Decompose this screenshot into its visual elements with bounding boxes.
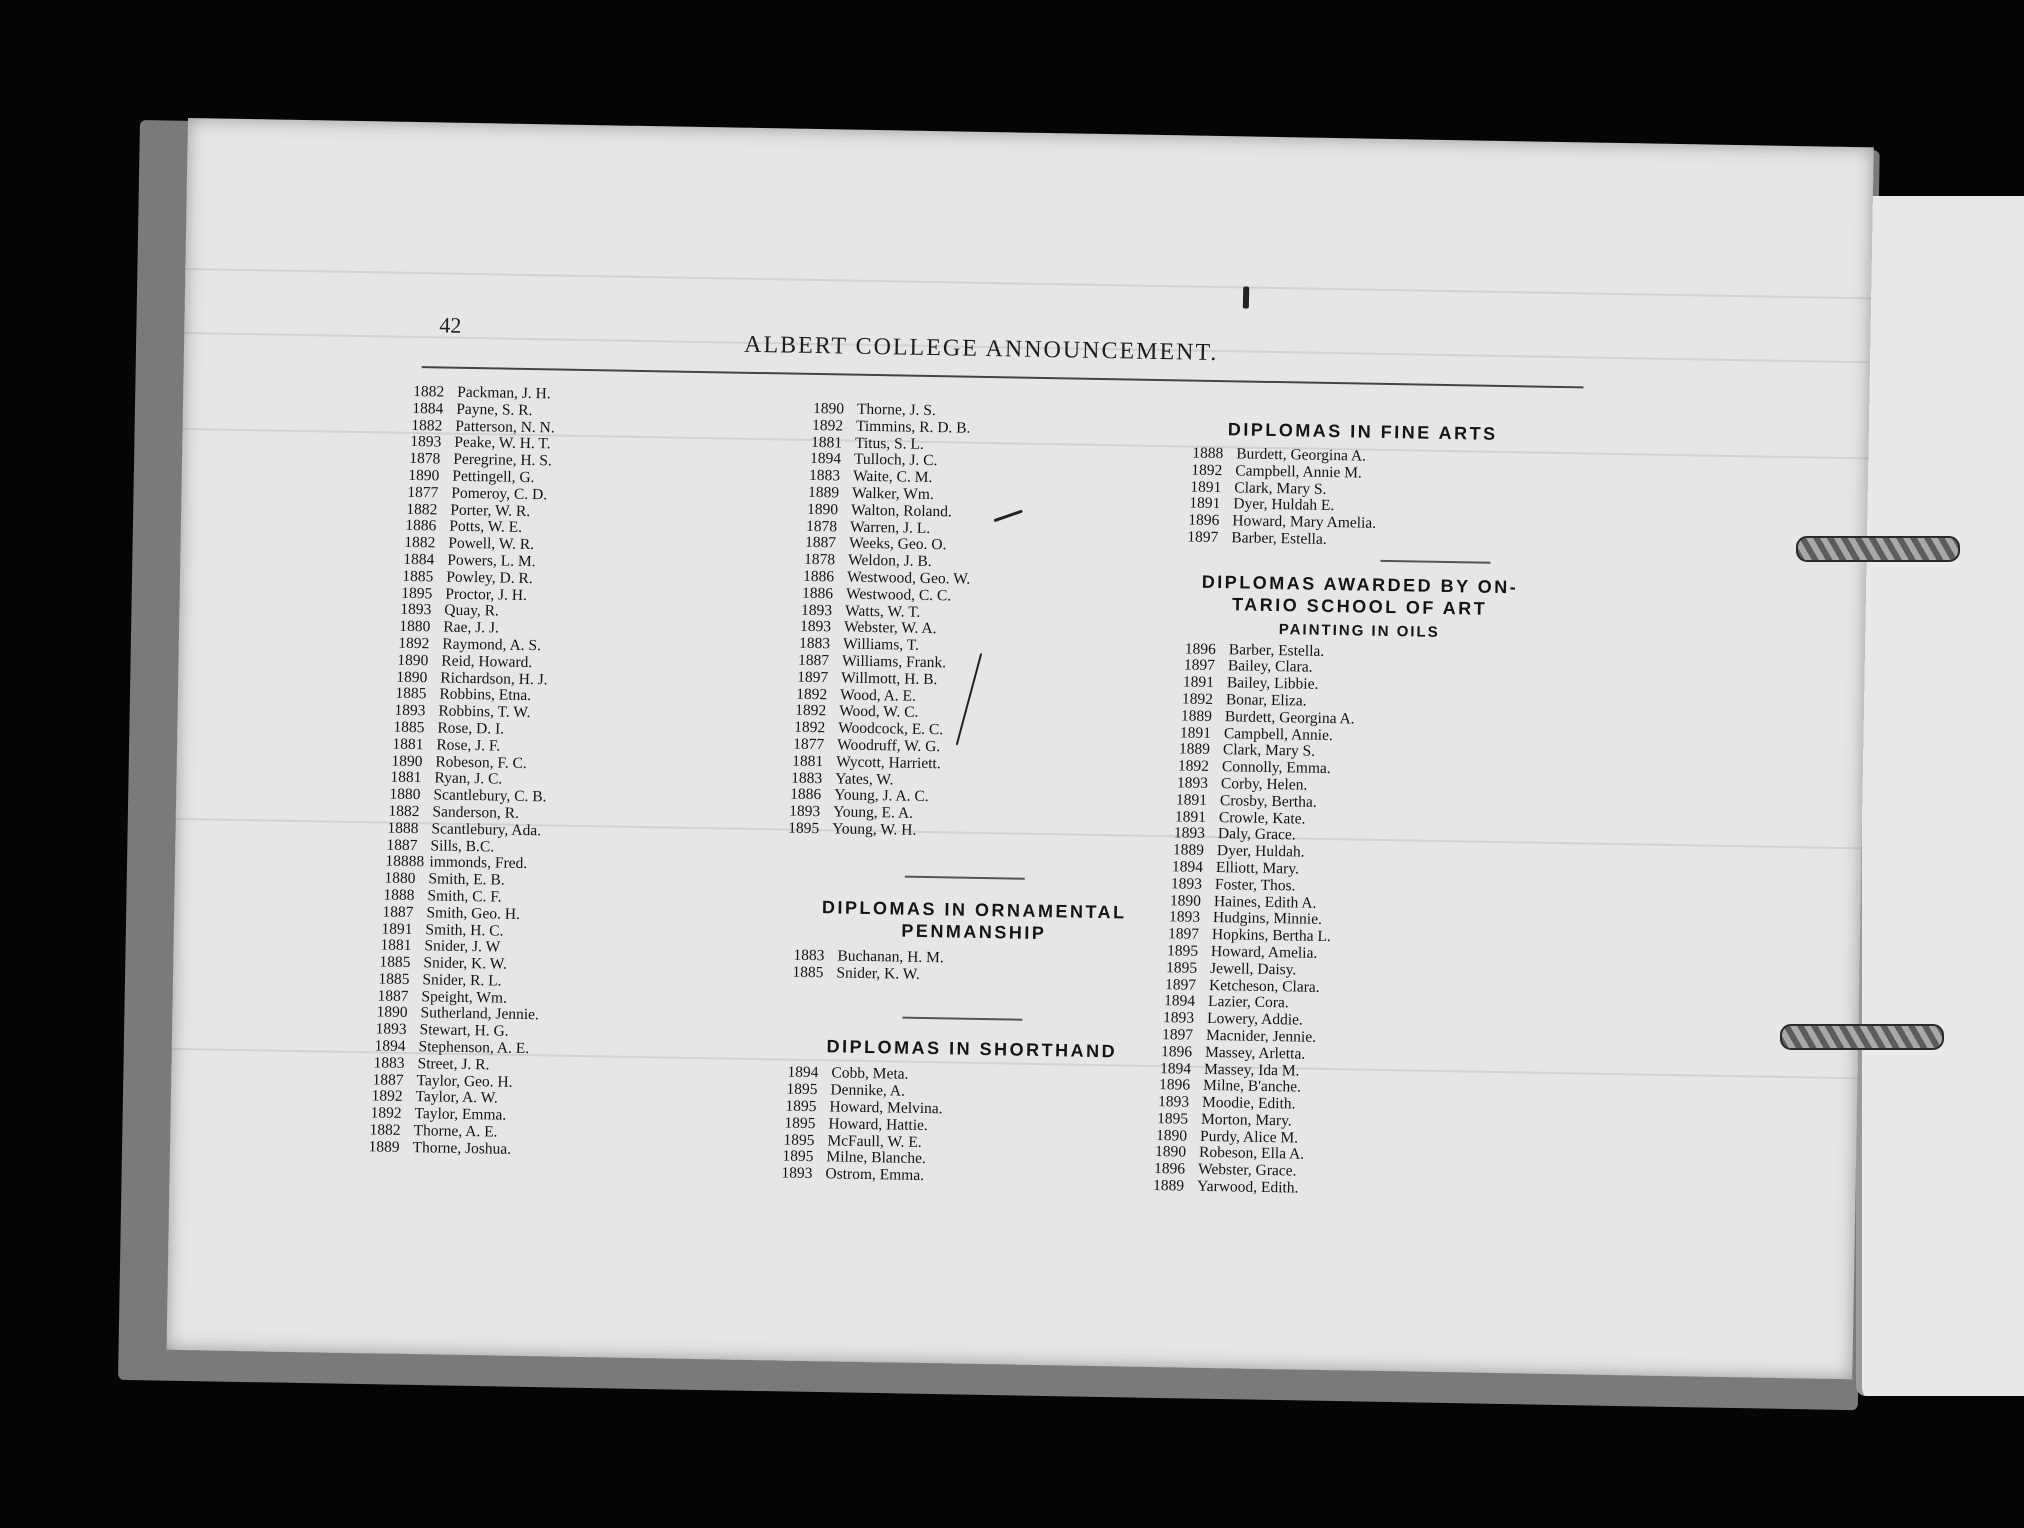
entry-year: 1886 [405, 517, 437, 535]
entry-name: Peregrine, H. S. [453, 450, 552, 470]
entry-name: Snider, K. W. [836, 963, 920, 983]
entry-year: 1895 [785, 1097, 817, 1116]
entry-name: Milne, Blanche. [826, 1148, 927, 1168]
entry-name: Daly, Grace. [1217, 825, 1296, 844]
entry-name: Haines, Edith A. [1213, 892, 1317, 912]
entry-year: 1883 [808, 467, 841, 485]
entry-name: Clark, Mary S. [1234, 478, 1327, 498]
entry-name: Waite, C. M. [852, 467, 933, 487]
entry-name: Connolly, Emma. [1221, 758, 1331, 778]
entry-year: 1887 [377, 987, 409, 1005]
entry-year: 1893 [400, 601, 432, 619]
entry-name: Porter, W. R. [450, 501, 531, 520]
entry-name: Hopkins, Bertha L. [1211, 926, 1331, 946]
entry-name: Ostrom, Emma. [825, 1165, 925, 1185]
entry-year: 1895 [1165, 958, 1198, 977]
header-rule [422, 366, 1584, 388]
section-divider [905, 875, 1025, 879]
entry-name: Moodie, Edith. [1201, 1093, 1296, 1113]
entry-year: 1882 [388, 802, 420, 821]
entry-year: 1878 [803, 550, 836, 569]
entry-year: 1895 [782, 1147, 814, 1166]
entry-year: 1890 [1169, 891, 1202, 910]
entry-name: Proctor, J. H. [445, 585, 528, 604]
entry-year: 1894 [787, 1063, 819, 1082]
entry-name: Elliott, Mary. [1215, 858, 1300, 878]
entry-name: Titus, S. L. [854, 434, 924, 453]
entry-name: Walker, Wm. [851, 484, 934, 504]
fine-arts-list [1187, 444, 1533, 553]
entry-name: Stewart, H. G. [419, 1021, 509, 1041]
entry-year: 1892 [795, 702, 827, 720]
entry-name: Woodruff, W. G. [837, 736, 941, 756]
entry-year: 1889 [1172, 841, 1205, 859]
ontario-heading-line2: TARIO SCHOOL OF ART [1231, 594, 1488, 619]
binding-string [1796, 536, 1960, 562]
entry-year: 1892 [398, 634, 430, 653]
name-list-column-1 [368, 382, 556, 1159]
entry-name: Burdett, Georgina A. [1224, 707, 1355, 728]
entry-name: Ketcheson, Clara. [1208, 976, 1320, 996]
entry-year: 1885 [393, 718, 425, 737]
entry-year: 1893 [1168, 908, 1201, 927]
entry-name: Patterson, N. N. [455, 417, 555, 437]
entry-name: Crowle, Kate. [1218, 808, 1306, 828]
entry-name: Lazier, Cora. [1207, 993, 1289, 1012]
entry-name: Walton, Roland. [850, 501, 952, 521]
entry-name: Burdett, Georgina A. [1236, 445, 1367, 465]
facing-page-edge [1856, 196, 2024, 1396]
entry-year: 1881 [810, 433, 843, 452]
entry-name: Weeks, Geo. O. [848, 534, 947, 554]
entry-name: Webster, Grace. [1197, 1161, 1297, 1180]
entry-name: Smith, C. F. [427, 887, 502, 906]
entry-name: Bailey, Libbie. [1226, 674, 1319, 693]
entry-year: 1896 [1184, 640, 1217, 658]
entry-year: 1880 [384, 869, 416, 888]
entry-name: Taylor, Emma. [414, 1105, 507, 1124]
entry-year: 1892 [794, 718, 826, 737]
entry-name: Young, E. A. [833, 803, 914, 822]
entry-name: Robeson, F. C. [435, 752, 527, 772]
entry-year: 1881 [380, 936, 412, 955]
entry-year: 1890 [806, 500, 839, 519]
entry-year: 1886 [790, 785, 822, 804]
penmanship-heading [804, 896, 1145, 946]
entry-name: Howard, Mary Amelia. [1232, 512, 1377, 532]
entry-name: immonds, Fred. [429, 853, 528, 873]
page-number: 42 [439, 312, 462, 338]
entry-year: 1881 [392, 735, 424, 753]
entry-name: Westwood, Geo. W. [846, 568, 971, 588]
entry-year: 1878 [805, 517, 838, 535]
entry-year: 1891 [1174, 807, 1207, 826]
entry-name: Wood, W. C. [839, 702, 919, 722]
entry-year: 1893 [781, 1164, 813, 1183]
shorthand-heading: DIPLOMAS IN SHORTHAND [826, 1036, 1118, 1062]
entry-year: 1892 [1177, 757, 1210, 776]
entry-name: Campbell, Annie M. [1235, 462, 1363, 482]
entry-year: 1890 [1155, 1126, 1188, 1145]
entry-name: Lowery, Addie. [1206, 1010, 1304, 1029]
entry-name: Macnider, Jennie. [1205, 1026, 1317, 1046]
entry-year: 1885 [792, 963, 824, 981]
entry-year: 1893 [1173, 824, 1206, 843]
entry-year: 1890 [1154, 1143, 1187, 1162]
entry-year: 1893 [394, 701, 426, 720]
entry-year: 1897 [1167, 925, 1200, 943]
penmanship-heading-line1: DIPLOMAS IN ORNAMENTAL [821, 896, 1127, 923]
entry-name: Quay, R. [444, 601, 500, 620]
entry-name: Cobb, Meta. [831, 1064, 909, 1084]
entry-year: 1895 [783, 1131, 815, 1149]
entry-name: Powley, D. R. [446, 568, 533, 587]
entry-name: Timmins, R. D. B. [855, 417, 971, 437]
entry-year: 1885 [402, 567, 434, 586]
entry-name: Scantlebury, C. B. [433, 786, 547, 806]
entry-name: Taylor, A. W. [415, 1088, 498, 1108]
entry-name: Willmott, H. B. [840, 669, 938, 688]
entry-year: 1883 [798, 634, 831, 653]
entry-year: 1894 [374, 1037, 406, 1056]
entry-year: 1891 [1190, 478, 1222, 496]
entry-year: 1892 [371, 1087, 403, 1106]
entry-year: 1889 [1180, 707, 1213, 725]
entry-year: 1890 [396, 668, 428, 686]
section-divider [1380, 560, 1490, 564]
entry-name: Sutherland, Jennie. [420, 1004, 540, 1024]
entry-name: Smith, H. C. [425, 920, 504, 940]
entry-name: Thorne, J. S. [856, 400, 936, 420]
entry-year: 1883 [373, 1054, 405, 1072]
entry-name: Yarwood, Edith. [1196, 1177, 1299, 1197]
entry-name: Pettingell, G. [452, 467, 535, 487]
entry-year: 1880 [389, 785, 421, 804]
entry-name: Webster, W. A. [843, 618, 937, 638]
entry-year: 1890 [391, 752, 423, 770]
entry-year: 1897 [797, 668, 829, 687]
entry-name: Thorne, Joshua. [412, 1138, 512, 1158]
entry-year: 1887 [382, 903, 414, 921]
entry-name: Smith, E. B. [428, 870, 505, 889]
entry-name: Sanderson, R. [432, 803, 520, 822]
entry-year: 1890 [397, 651, 429, 670]
entry-name: Tulloch, J. C. [853, 451, 938, 470]
entry-year: 1890 [812, 399, 845, 418]
entry-year: 1891 [1179, 723, 1212, 742]
entry-year: 1892 [370, 1104, 402, 1123]
entry-year: 1896 [1153, 1160, 1186, 1178]
entry-name: Crosby, Bertha. [1219, 791, 1317, 811]
entry-name: Buchanan, H. M. [837, 947, 944, 967]
name-list-column-2 [781, 399, 1154, 1189]
entry-name: Peake, W. H. T. [454, 434, 551, 453]
entry-name: Wood, A. E. [839, 686, 917, 705]
entry-year: 1895 [788, 819, 820, 838]
entry-name: Massey, Ida M. [1203, 1060, 1300, 1080]
entry-year: 1893 [1162, 1009, 1195, 1027]
ontario-list [1152, 640, 1529, 1201]
entry-name: Rose, D. I. [437, 719, 505, 738]
entry-name: Thorne, A. E. [413, 1122, 498, 1141]
entry-name: Dyer, Huldah E. [1233, 495, 1335, 515]
entry-name: Robeson, Ella A. [1198, 1144, 1305, 1164]
entry-year: 1894 [1159, 1059, 1192, 1078]
entry-name: Hudgins, Minnie. [1212, 909, 1323, 929]
entry-year: 1893 [799, 618, 832, 636]
entry-name: McFaull, W. E. [827, 1131, 922, 1151]
entry-year: 1894 [809, 450, 842, 468]
entry-name: Raymond, A. S. [442, 635, 542, 655]
entry-year: 1882 [413, 382, 445, 401]
entry-name: Snider, J. W [424, 937, 501, 956]
entry-name: Milne, B'anche. [1202, 1077, 1302, 1096]
entry-name: Packman, J. H. [457, 383, 551, 403]
entry-year: 1887 [386, 836, 418, 854]
entry-year: 1885 [378, 970, 410, 988]
faint-guideline [185, 268, 1871, 299]
entry-year: 1878 [409, 450, 441, 468]
entry-name: Reid, Howard. [441, 652, 533, 671]
entry-name: Warren, J. L. [849, 518, 931, 537]
entry-year: 1891 [1175, 791, 1208, 809]
entry-year: 1880 [399, 617, 431, 636]
entry-name: Potts, W. E. [449, 517, 523, 537]
entry-name: Bonar, Eliza. [1225, 691, 1307, 710]
entry-year: 1885 [379, 953, 411, 972]
entry-year: 1883 [793, 946, 825, 964]
entry-name: Scantlebury, Ada. [431, 820, 542, 839]
fine-arts-heading: DIPLOMAS IN FINE ARTS [1227, 419, 1498, 444]
entry-year: 1896 [1160, 1042, 1193, 1061]
entry-year: 1897 [1187, 528, 1219, 547]
entry-year: 1889 [1178, 740, 1211, 759]
entry-name: Howard, Melvina. [829, 1098, 943, 1118]
entry-year: 1889 [807, 483, 840, 502]
entry-name: Foster, Thos. [1214, 875, 1296, 895]
entry-year: 1897 [1161, 1026, 1194, 1044]
entry-name: Corby, Helen. [1220, 775, 1308, 794]
entry-year: 1884 [403, 550, 435, 569]
entry-name: Sills, B.C. [430, 836, 495, 855]
entry-name: Williams, Frank. [841, 652, 947, 672]
entry-name: Rose, J. F. [436, 736, 501, 755]
entry-name: Speight, Wm. [421, 987, 508, 1007]
entry-year: 1877 [793, 735, 825, 754]
entry-name: Dyer, Huldah. [1216, 842, 1305, 861]
entry-name: Westwood, C. C. [845, 585, 952, 605]
running-head: ALBERT COLLEGE ANNOUNCEMENT. [743, 331, 1219, 367]
entry-year: 1893 [1170, 875, 1203, 893]
entry-year: 1884 [412, 399, 444, 418]
entry-name: Young, J. A. C. [834, 786, 929, 806]
entry-name: Wycott, Harriett. [836, 753, 941, 772]
entry-year: 1893 [375, 1020, 407, 1039]
entry-name: Powers, L. M. [447, 551, 536, 571]
entry-name: Robbins, T. W. [438, 702, 531, 722]
entry-year: 1889 [1152, 1177, 1185, 1195]
document-page [166, 118, 1873, 1379]
entry-year: 1893 [800, 601, 833, 619]
entry-name: Barber, Estella. [1231, 529, 1327, 548]
entry-year: 1882 [411, 416, 443, 435]
entry-name: Howard, Hattie. [828, 1115, 929, 1134]
entry-name: Snider, K. W. [423, 954, 507, 973]
entry-year: 1895 [1156, 1109, 1189, 1128]
entry-year: 18888 [385, 852, 425, 871]
entry-year: 1891 [381, 920, 413, 938]
entry-year: 1895 [784, 1114, 816, 1132]
entry-year: 1891 [1189, 494, 1221, 513]
entry-name: Watts, W. T. [844, 602, 921, 621]
list-entry [368, 1139, 542, 1159]
entry-year: 1892 [796, 685, 828, 703]
entry-name: Dennike, A. [830, 1081, 906, 1100]
entry-year: 1893 [1176, 774, 1209, 792]
name-list-continued [788, 399, 1154, 844]
entry-year: 1885 [395, 685, 427, 703]
ontario-heading-line1: DIPLOMAS AWARDED BY ON- [1201, 571, 1519, 598]
entry-name: Campbell, Annie. [1223, 724, 1333, 744]
entry-name: Massey, Arletta. [1204, 1043, 1306, 1063]
entry-name: Clark, Mary S. [1222, 741, 1316, 761]
entry-name: Weldon, J. B. [847, 551, 932, 571]
entry-year: 1893 [410, 433, 442, 451]
entry-year: 1887 [804, 534, 837, 552]
entry-year: 1886 [801, 584, 834, 603]
entry-name: Robbins, Etna. [439, 685, 532, 705]
entry-year: 1882 [404, 534, 436, 552]
penmanship-heading-line2: PENMANSHIP [901, 920, 1047, 943]
entry-name: Stephenson, A. E. [418, 1038, 530, 1058]
entry-name: Young, W. H. [832, 820, 917, 839]
ink-mark [1243, 286, 1249, 308]
section-divider [902, 1017, 1022, 1021]
entry-name: Powell, W. R. [448, 534, 535, 554]
entry-year: 1891 [1182, 673, 1215, 692]
entry-year: 1877 [407, 483, 439, 502]
entry-year: 1893 [789, 802, 821, 821]
entry-year: 1892 [811, 416, 844, 435]
entry-year: 1883 [791, 769, 823, 787]
entry-year: 1888 [383, 886, 415, 904]
entry-year: 1890 [408, 466, 440, 485]
painting-in-oils-subheading: PAINTING IN OILS [1278, 620, 1440, 641]
entry-name: Williams, T. [842, 635, 920, 654]
entry-name: Snider, R. L. [422, 971, 502, 990]
entry-name: Ryan, J. C. [434, 769, 503, 788]
entry-year: 1897 [1183, 656, 1216, 675]
entry-name: Rae, J. J. [443, 618, 500, 637]
shorthand-list [781, 1063, 1142, 1189]
entry-year: 1881 [390, 768, 422, 787]
entry-name: Street, J. R. [417, 1055, 490, 1074]
entry-year: 1887 [372, 1071, 404, 1089]
entry-name: Pomeroy, C. D. [451, 484, 548, 504]
entry-name: Richardson, H. J. [440, 669, 548, 688]
entry-year: 1881 [792, 752, 824, 770]
entry-name: Purdy, Alice M. [1199, 1127, 1299, 1147]
entry-year: 1882 [406, 500, 438, 518]
entry-year: 1896 [1158, 1076, 1191, 1094]
entry-year: 1894 [1163, 992, 1196, 1011]
entry-year: 1895 [401, 584, 433, 602]
entry-year: 1893 [1157, 1093, 1190, 1111]
entry-year: 1882 [369, 1121, 401, 1139]
entry-name: Morton, Mary. [1200, 1110, 1292, 1130]
entry-year: 1888 [387, 819, 419, 837]
binding-string [1780, 1024, 1944, 1050]
name-list-column-3 [1152, 418, 1533, 1202]
entry-year: 1890 [376, 1003, 408, 1022]
entry-year: 1886 [802, 567, 835, 586]
entry-year: 1895 [786, 1080, 818, 1099]
entry-name: Woodcock, E. C. [838, 719, 944, 739]
entry-year: 1896 [1188, 511, 1220, 530]
entry-name: Yates, W. [835, 769, 894, 788]
entry-year: 1892 [1191, 461, 1223, 479]
entry-name: Payne, S. R. [456, 400, 533, 419]
entry-name: Smith, Geo. H. [426, 903, 521, 923]
entry-name: Jewell, Daisy. [1209, 959, 1297, 979]
ontario-heading [1189, 570, 1530, 620]
entry-year: 1887 [797, 651, 830, 670]
entry-year: 1892 [1181, 690, 1214, 708]
entry-name: Bailey, Clara. [1227, 657, 1313, 677]
entry-year: 1888 [1192, 444, 1224, 463]
entry-year: 1894 [1171, 858, 1204, 876]
entry-name: Taylor, Geo. H. [416, 1071, 513, 1091]
entry-year: 1897 [1164, 975, 1197, 994]
entry-year: 1889 [368, 1138, 400, 1156]
penmanship-list [793, 947, 1144, 987]
entry-name: Barber, Estella. [1228, 640, 1325, 660]
entry-name: Howard, Amelia. [1210, 942, 1318, 962]
entry-year: 1895 [1166, 942, 1199, 960]
